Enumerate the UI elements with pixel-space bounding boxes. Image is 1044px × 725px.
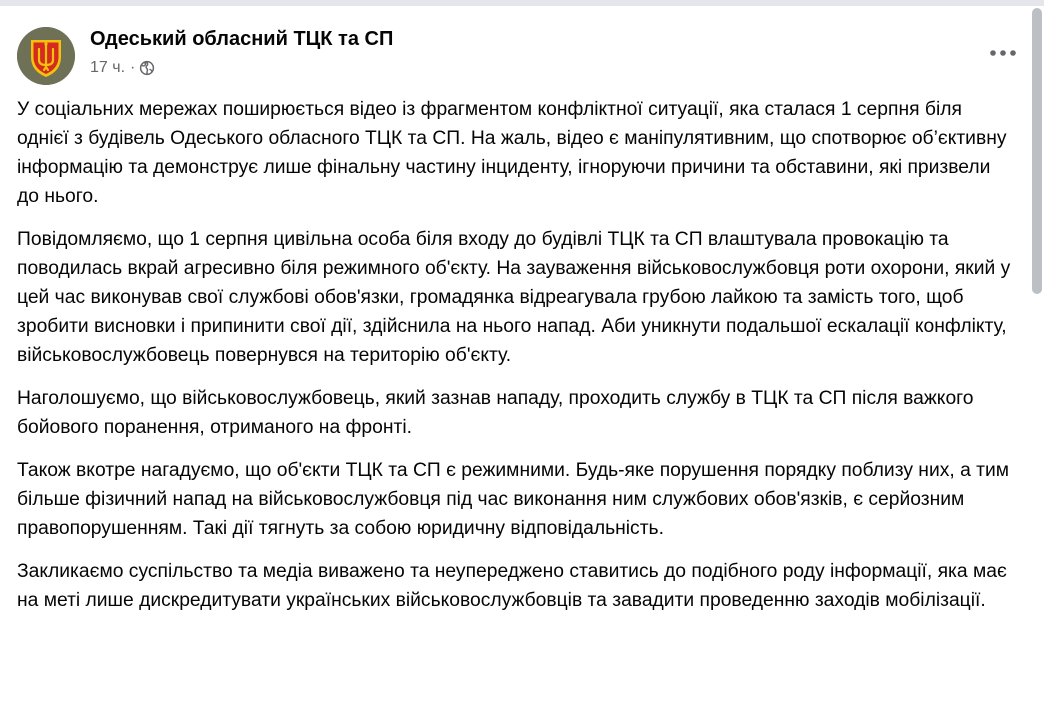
globe-icon[interactable]: [139, 60, 155, 76]
vertical-scrollbar[interactable]: [1031, 6, 1044, 725]
post-card: [0, 6, 1044, 725]
post-body: [17, 95, 1017, 629]
more-horizontal-icon: [989, 49, 1017, 57]
meta-separator: ·: [130, 59, 136, 76]
trident-emblem-icon: [17, 27, 75, 85]
more-options-button[interactable]: [983, 38, 1023, 68]
page-name-link[interactable]: Одеський обласний ТЦК та СП: [90, 28, 394, 50]
post-paragraph-4: Також вкотре нагадуємо, що об'єкти ТЦК та СП є режимними. Будь-яке порушення порядку поблизу них, а тим більше фізичний напад на військовослужбовця під час виконання ним службових обов'язків, є серйозним правопорушенням. Такі дії тягнуть за собою юридичну відповідальність.: [17, 460, 1010, 539]
page-avatar[interactable]: [17, 27, 75, 85]
post-paragraph-2: Повідомляємо, що 1 серпня цивільна особа біля входу до будівлі ТЦК та СП влаштувала провокацію та поводилась вкрай агресивно біля режимного об'єкту. На зауваження військовослужбовця роти охорони, який у цей час виконував свої службові обов'язки, громадянка відреагувала грубою лайкою та замість того, щоб зробити висновки і припинити свої дії, здійснила на нього напад. Аби уникнути подальшої ескалації конфлікту, військовослужбовець повернувся на територію об'єкту.: [17, 229, 1011, 366]
post-paragraph-3: Наголошуємо, що військовослужбовець, який зазнав нападу, проходить службу в ТЦК та СП після важкого бойового поранення, отриманого на фронті.: [17, 388, 974, 438]
post-paragraph-1: У соціальних мережах поширюється відео із фрагментом конфліктної ситуації, яка сталася 1 серпня біля однієї з будівель Одеського обласного ТЦК та СП. На жаль, відео є маніпулятивним, що спотворює об’єктивну інформацію та демонструє лише фінальну частину інциденту, ігноруючи причини та обставини, які призвели до нього.: [17, 99, 1007, 207]
post-paragraph-5: Закликаємо суспільство та медіа виважено та неупереджено ставитись до подібного роду інформації, яка має на меті лише дискредитувати українських військовослужбовців та завадити проведенню заходів мобілізації.: [17, 561, 1007, 611]
post-timestamp[interactable]: 17 ч.: [90, 59, 126, 76]
scrollbar-thumb[interactable]: [1032, 8, 1042, 294]
post-meta: [90, 59, 155, 77]
